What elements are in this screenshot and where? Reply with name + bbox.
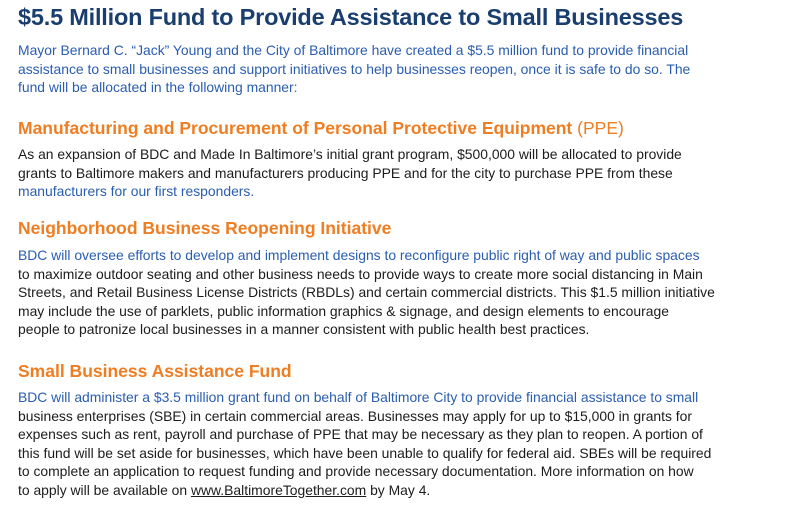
reopening-line: may include the use of parklets, public information graphics & signage, and design elements to encourage — [18, 302, 669, 319]
reopening-line: to maximize outdoor seating and other business needs to provide ways to create more social distancing in Main — [18, 265, 703, 282]
intro-line: Mayor Bernard C. “Jack” Young and the City of Baltimore have created a $5.5 million fund to provide financial — [18, 42, 689, 58]
assistance-line: this fund will be set aside for businesses, which have been unable to qualify for federal aid. SBEs will be required — [18, 444, 712, 461]
reopening-line: people to patronize local businesses in a manner consistent with public health best practices. — [18, 321, 590, 338]
intro-line: fund will be allocated in the following manner: — [18, 79, 298, 96]
reopening-line: BDC will oversee efforts to develop and implement designs to reconfigure public right of way and public spaces — [18, 247, 700, 263]
link-prefix-text: to apply will be available on — [18, 481, 191, 498]
baltimore-together-link[interactable]: www.BaltimoreTogether.com — [190, 481, 367, 498]
assistance-line: BDC will administer a $3.5 million grant fund on behalf of Baltimore City to provide financial assistance to small — [18, 389, 699, 405]
section-heading-paren: (PPE) — [577, 118, 624, 138]
assistance-line: to complete an application to request funding and provide necessary documentation. More information on how — [18, 463, 694, 480]
ppe-line: manufacturers for our first responders. — [18, 183, 255, 200]
intro-paragraph — [18, 41, 690, 97]
ppe-line: As an expansion of BDC and Made In Baltimore’s initial grant program, $500,000 will be allocated to provide — [18, 146, 682, 162]
intro-line: assistance to small businesses and support initiatives to help businesses reopen, once it is safe to do so. The — [18, 60, 691, 77]
reopening-paragraph — [18, 246, 715, 339]
reopening-line: Streets, and Retail Business License Districts (RBDLs) and certain commercial districts. This $1.5 million initiative — [18, 284, 715, 301]
page-title: $5.5 Million Fund to Provide Assistance to Small Businesses — [18, 4, 684, 30]
ppe-paragraph — [18, 145, 682, 201]
assistance-line: business enterprises (SBE) in certain commercial areas. Businesses may apply for up to $15,000 in grants for — [18, 407, 693, 424]
section-heading-ppe — [18, 117, 624, 139]
section-heading-reopening: Neighborhood Business Reopening Initiative — [18, 218, 392, 238]
ppe-line: grants to Baltimore makers and manufacturers producing PPE and for the city to purchase PPE from these — [18, 164, 673, 181]
section-heading-text: Manufacturing and Procurement of Personal Protective Equipment — [18, 118, 573, 138]
assistance-line — [18, 481, 711, 500]
assistance-line: expenses such as rent, payroll and purchase of PPE that may be necessary as they plan to reopen. A portion of — [18, 426, 703, 443]
link-suffix-text: by May 4. — [366, 481, 431, 498]
assistance-fund-paragraph — [18, 388, 711, 500]
section-heading-assistance-fund: Small Business Assistance Fund — [18, 361, 292, 381]
